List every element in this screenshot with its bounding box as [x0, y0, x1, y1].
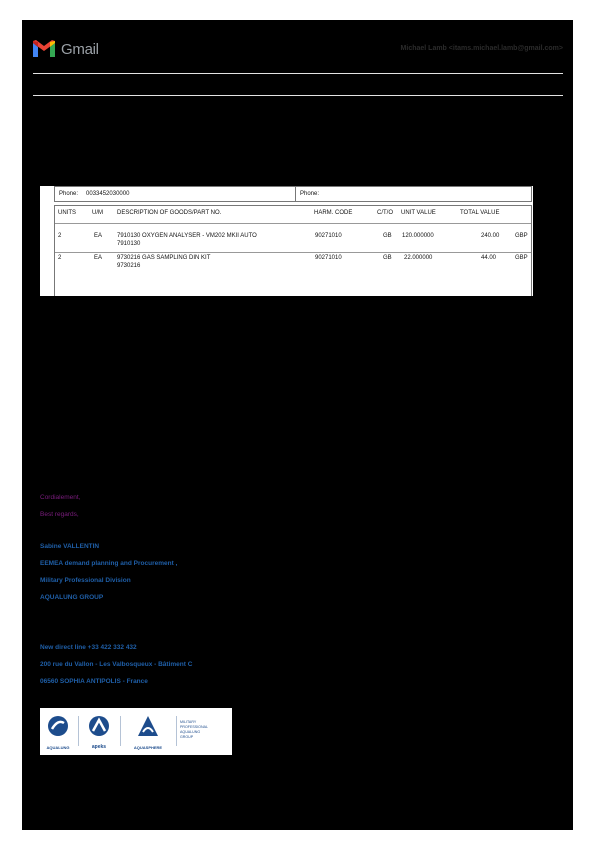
brand-divider	[176, 716, 177, 746]
column-header-unit-value: UNIT VALUE	[401, 210, 436, 216]
gmail-logo	[33, 40, 113, 60]
row-units: 2	[58, 233, 62, 239]
aquasphere-icon	[124, 714, 172, 742]
signature-name: Sabine VALLENTIN	[40, 543, 100, 550]
row-unit-value: 22.000000	[404, 255, 433, 261]
aqualung-label: AQUALUNG	[46, 745, 70, 750]
signature-regards: Best regards,	[40, 511, 79, 518]
row-harm-code: 90271010	[315, 255, 342, 261]
row-total-value: 44.00	[481, 255, 497, 261]
aquasphere-logo	[124, 714, 172, 750]
row-total-value: 240.00	[481, 233, 500, 239]
row-description-text: 9730216 GAS SAMPLING DIN KIT	[117, 255, 211, 261]
row-currency: GBP	[515, 255, 528, 261]
aquasphere-label: AQUASPHERE	[133, 745, 163, 750]
row-cto: GB	[383, 233, 392, 239]
phone-row	[54, 186, 532, 202]
header-divider	[33, 73, 563, 74]
row-description	[117, 233, 257, 247]
table-row-divider	[55, 252, 531, 253]
column-header-total-value: TOTAL VALUE	[460, 210, 500, 216]
signature-greeting: Cordialement,	[40, 494, 81, 501]
row-unit-value: 120.000000	[402, 233, 434, 239]
group-list-item: AQUALUNG	[180, 730, 201, 734]
column-header-harm-code: HARM. CODE	[314, 210, 353, 216]
column-header-um: U/M	[92, 210, 103, 216]
brand-divider	[120, 716, 121, 746]
apeks-icon	[84, 714, 114, 742]
account-info: Michael Lamb <itams.michael.lamb@gmail.com>	[400, 45, 563, 52]
row-currency: GBP	[515, 233, 528, 239]
signature-company: AQUALUNG GROUP	[40, 594, 104, 601]
phone-left-value: 0033452030000	[86, 191, 130, 197]
row-um: EA	[94, 233, 103, 239]
signature-division: Military Professional Division	[40, 577, 131, 584]
signature-address-line2: 06560 SOPHIA ANTIPOLIS - France	[40, 678, 148, 685]
phone-left-label: Phone:	[59, 191, 79, 197]
brand-divider	[78, 716, 79, 746]
group-list-item: PROFESSIONAL	[180, 725, 208, 729]
table-header-divider	[55, 223, 531, 224]
goods-table	[54, 205, 532, 296]
column-header-description: DESCRIPTION OF GOODS/PART NO.	[117, 210, 222, 216]
group-division-list	[180, 720, 208, 740]
row-um: EA	[94, 255, 103, 261]
brand-logos	[40, 708, 232, 755]
row-description-text: 7910130 OXYGEN ANALYSER - VM202 MKII AUTO	[117, 233, 257, 239]
phone-right-label: Phone:	[300, 191, 320, 197]
column-header-units: UNITS	[58, 210, 76, 216]
gmail-wordmark: Gmail	[61, 41, 99, 58]
group-list-item: MILITARY	[180, 720, 197, 724]
phone-right-cell	[298, 187, 319, 197]
row-units: 2	[58, 255, 62, 261]
signature-address-line1: 200 rue du Vallon - Les Valbosqueux - Bâtiment C	[40, 661, 193, 668]
column-header-cto: C/T/O	[377, 210, 393, 216]
row-description	[117, 255, 210, 269]
aqualung-icon	[44, 714, 72, 742]
phone-left-cell	[55, 187, 296, 201]
subject-divider	[33, 95, 563, 96]
row-part-number: 9730216	[117, 263, 141, 269]
gmail-m-icon	[33, 40, 55, 58]
row-harm-code: 90271010	[315, 233, 342, 239]
group-list-item: GROUP	[180, 735, 194, 739]
row-part-number: 7910130	[117, 241, 141, 247]
signature-direct-line: New direct line +33 422 332 432	[40, 644, 137, 651]
apeks-logo	[84, 714, 114, 750]
aqualung-logo	[44, 714, 72, 750]
row-cto: GB	[383, 255, 392, 261]
apeks-label: apeks	[91, 744, 107, 750]
signature-title: EEMEA demand planning and Procurement ,	[40, 560, 178, 567]
